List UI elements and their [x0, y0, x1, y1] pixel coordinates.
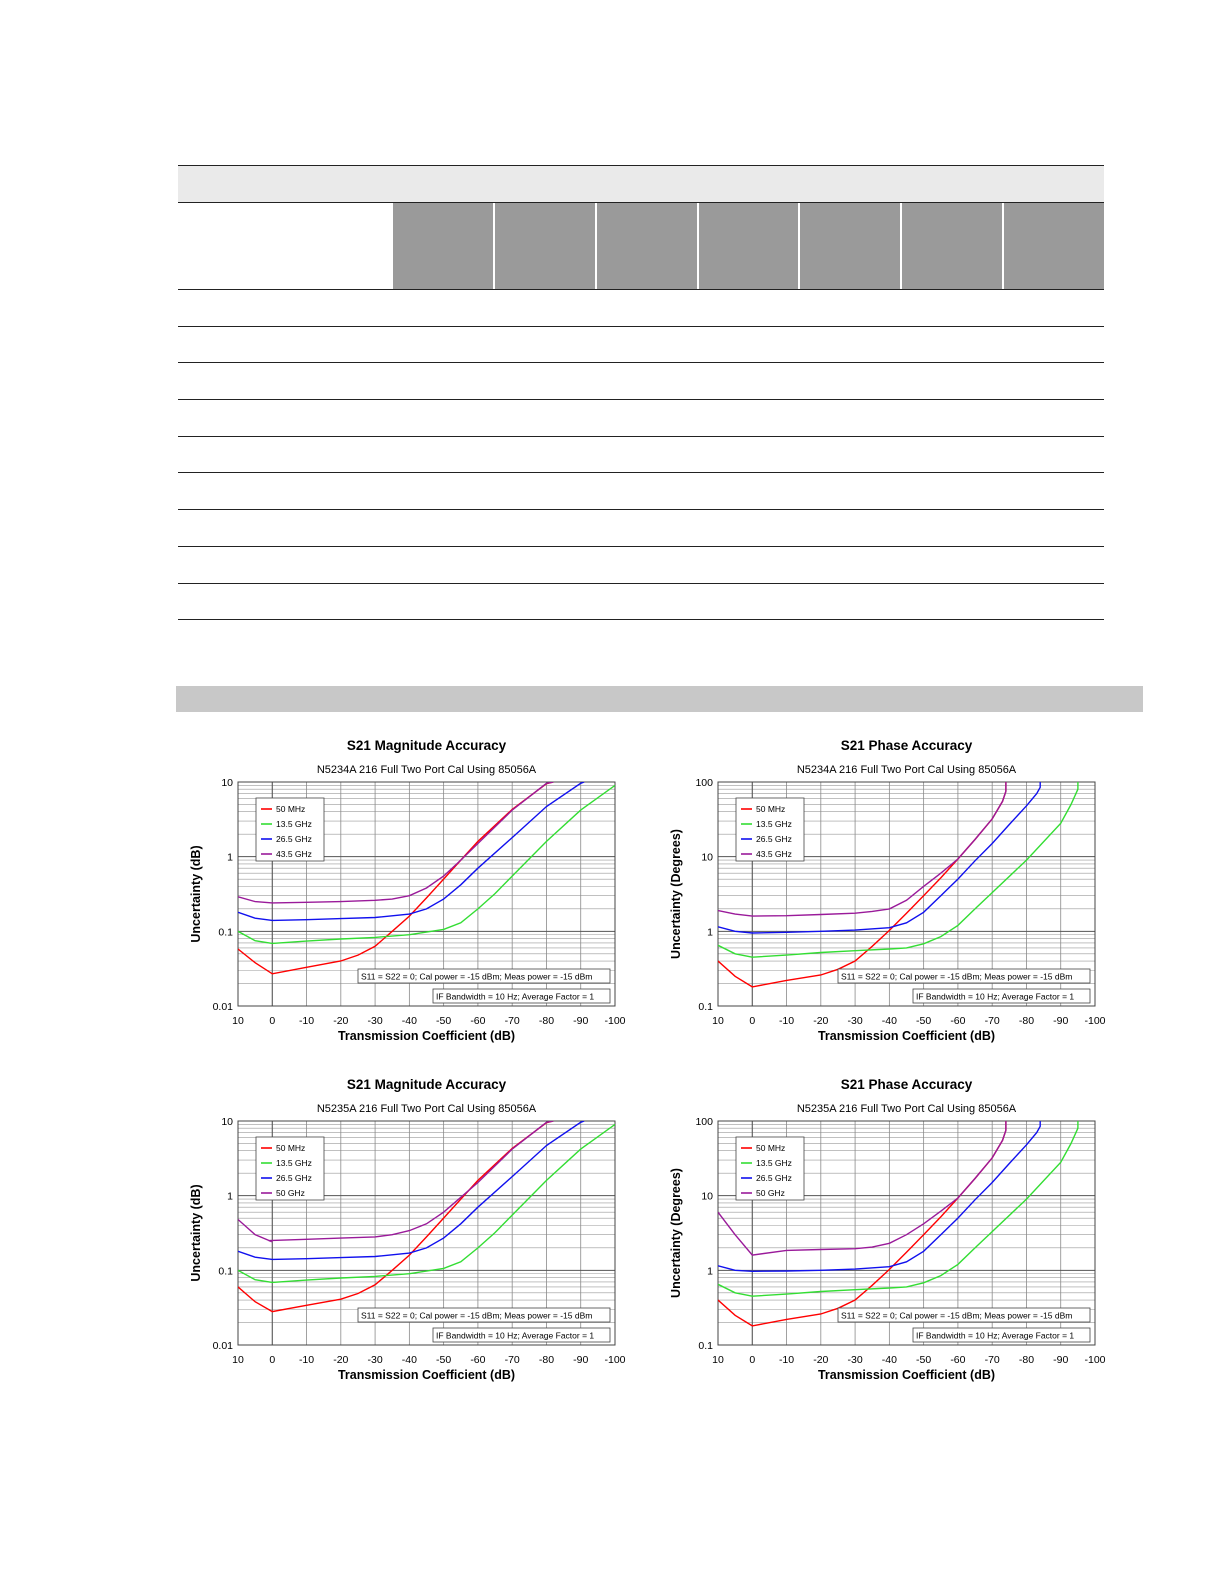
legend-label: 43.5 GHz: [756, 849, 792, 859]
legend-label: 50 MHz: [756, 1143, 786, 1153]
table-row: [178, 437, 1104, 474]
y-axis-label: Uncertainty (dB): [189, 1184, 203, 1282]
chart-n5235a-phase: [660, 1069, 1120, 1389]
note-text: S11 = S22 = 0; Cal power = -15 dBm; Meas power = -15 dBm: [841, 1310, 1073, 1321]
y-tick-label: 10: [701, 1190, 713, 1203]
table-row: [178, 327, 1104, 364]
chart-svg: [660, 730, 1120, 1050]
table-column-header: [798, 203, 900, 289]
note-text: IF Bandwidth = 10 Hz; Average Factor = 1: [916, 991, 1075, 1002]
x-tick-label: -20: [813, 1354, 829, 1366]
legend-label: 43.5 GHz: [276, 849, 312, 859]
x-tick-label: -20: [813, 1015, 829, 1027]
x-tick-label: -70: [984, 1015, 1000, 1027]
x-tick-label: -10: [778, 1354, 795, 1366]
x-tick-label: 10: [232, 1354, 244, 1366]
x-tick-label: -10: [298, 1354, 315, 1366]
x-tick-label: -100: [1084, 1015, 1106, 1027]
chart-title: S21 Magnitude Accuracy: [346, 1077, 507, 1092]
x-tick-label: -90: [1053, 1015, 1069, 1027]
table-column-header: [697, 203, 799, 289]
x-tick-label: -10: [298, 1015, 315, 1027]
table-header-band: [178, 165, 1104, 202]
x-tick-label: -10: [778, 1015, 795, 1027]
table-row: [178, 510, 1104, 547]
x-tick-label: -90: [1053, 1354, 1069, 1366]
legend-label: 26.5 GHz: [756, 834, 792, 844]
legend-label: 50 GHz: [276, 1188, 305, 1198]
x-tick-label: -50: [916, 1015, 932, 1027]
x-tick-label: -80: [1018, 1015, 1035, 1027]
chart-subtitle: N5235A 216 Full Two Port Cal Using 85056A: [796, 1103, 1017, 1115]
x-tick-label: -30: [367, 1354, 383, 1366]
table-column-header: [1002, 203, 1104, 289]
x-tick-label: -50: [916, 1354, 932, 1366]
legend-label: 26.5 GHz: [756, 1173, 792, 1183]
table-column-header: [391, 203, 493, 289]
note-text: S11 = S22 = 0; Cal power = -15 dBm; Meas power = -15 dBm: [361, 971, 593, 982]
legend-label: 50 MHz: [276, 1143, 306, 1153]
table-row: [178, 547, 1104, 584]
x-axis-label: Transmission Coefficient (dB): [337, 1368, 516, 1382]
y-tick-label: 0.01: [212, 1001, 233, 1013]
table-column-header-row: [178, 202, 1104, 290]
table-column-header: [595, 203, 697, 289]
x-tick-label: 10: [232, 1015, 244, 1027]
note-text: S11 = S22 = 0; Cal power = -15 dBm; Meas power = -15 dBm: [841, 971, 1073, 982]
y-tick-label: 0.1: [218, 926, 233, 939]
legend-label: 26.5 GHz: [276, 834, 312, 844]
x-tick-label: -50: [436, 1015, 452, 1027]
x-tick-label: 0: [749, 1015, 756, 1027]
x-tick-label: -80: [1018, 1354, 1035, 1366]
legend-label: 13.5 GHz: [756, 1158, 792, 1168]
x-tick-label: -40: [881, 1015, 897, 1027]
x-tick-label: -60: [470, 1015, 486, 1027]
legend-label: 13.5 GHz: [276, 819, 312, 829]
spec-table: [178, 165, 1104, 620]
table-column-header: [900, 203, 1002, 289]
legend-label: 50 MHz: [756, 804, 786, 814]
x-tick-label: -80: [538, 1015, 555, 1027]
x-tick-label: -30: [847, 1354, 863, 1366]
chart-n5235a-magnitude: [180, 1069, 640, 1389]
x-tick-label: -70: [504, 1015, 520, 1027]
chart-title: S21 Phase Accuracy: [840, 738, 973, 753]
x-tick-label: -70: [504, 1354, 520, 1366]
y-tick-label: 10: [221, 1116, 233, 1128]
legend-label: 50 GHz: [756, 1188, 785, 1198]
x-axis-label: Transmission Coefficient (dB): [817, 1368, 996, 1382]
y-tick-label: 0.1: [698, 1340, 713, 1352]
y-tick-label: 100: [695, 1116, 713, 1128]
note-text: IF Bandwidth = 10 Hz; Average Factor = 1: [916, 1330, 1075, 1341]
x-tick-label: -40: [401, 1354, 417, 1366]
table-row: [178, 473, 1104, 510]
legend-label: 13.5 GHz: [276, 1158, 312, 1168]
chart-svg: [180, 1069, 640, 1389]
section-header-bar: [176, 686, 1143, 712]
y-axis-label: Uncertainty (dB): [189, 845, 203, 943]
y-tick-label: 1: [227, 1190, 233, 1203]
note-text: IF Bandwidth = 10 Hz; Average Factor = 1: [436, 1330, 595, 1341]
y-tick-label: 0.1: [218, 1265, 233, 1278]
x-axis-label: Transmission Coefficient (dB): [817, 1029, 996, 1043]
chart-subtitle: N5234A 216 Full Two Port Cal Using 85056A: [796, 764, 1017, 776]
table-row: [178, 400, 1104, 437]
x-tick-label: -20: [333, 1354, 349, 1366]
chart-svg: [660, 1069, 1120, 1389]
x-tick-label: 10: [712, 1015, 724, 1027]
x-tick-label: -100: [604, 1354, 626, 1366]
x-tick-label: -20: [333, 1015, 349, 1027]
x-tick-label: -60: [470, 1354, 486, 1366]
y-tick-label: 100: [695, 777, 713, 789]
table-column-header: [493, 203, 595, 289]
chart-subtitle: N5235A 216 Full Two Port Cal Using 85056A: [316, 1103, 537, 1115]
x-tick-label: -50: [436, 1354, 452, 1366]
table-row: [178, 584, 1104, 621]
x-tick-label: -40: [401, 1015, 417, 1027]
table-row: [178, 290, 1104, 327]
chart-title: S21 Magnitude Accuracy: [346, 738, 507, 753]
y-tick-label: 1: [707, 926, 713, 939]
x-tick-label: -90: [573, 1015, 589, 1027]
y-axis-label: Uncertainty (Degrees): [669, 1168, 683, 1298]
legend-label: 50 MHz: [276, 804, 306, 814]
chart-title: S21 Phase Accuracy: [840, 1077, 973, 1092]
chart-subtitle: N5234A 216 Full Two Port Cal Using 85056A: [316, 764, 537, 776]
x-tick-label: -30: [847, 1015, 863, 1027]
x-tick-label: -100: [604, 1015, 626, 1027]
y-tick-label: 10: [221, 777, 233, 789]
x-tick-label: -60: [950, 1015, 966, 1027]
y-tick-label: 1: [707, 1265, 713, 1278]
x-tick-label: -30: [367, 1015, 383, 1027]
x-tick-label: -80: [538, 1354, 555, 1366]
y-tick-label: 0.01: [212, 1340, 233, 1352]
x-axis-label: Transmission Coefficient (dB): [337, 1029, 516, 1043]
y-tick-label: 1: [227, 851, 233, 864]
x-tick-label: 0: [269, 1354, 276, 1366]
note-text: S11 = S22 = 0; Cal power = -15 dBm; Meas power = -15 dBm: [361, 1310, 593, 1321]
x-tick-label: -100: [1084, 1354, 1106, 1366]
x-tick-label: 10: [712, 1354, 724, 1366]
y-axis-label: Uncertainty (Degrees): [669, 829, 683, 959]
chart-n5234a-magnitude: [180, 730, 640, 1050]
legend-label: 13.5 GHz: [756, 819, 792, 829]
x-tick-label: -40: [881, 1354, 897, 1366]
x-tick-label: 0: [749, 1354, 756, 1366]
legend-label: 26.5 GHz: [276, 1173, 312, 1183]
x-tick-label: -70: [984, 1354, 1000, 1366]
x-tick-label: -60: [950, 1354, 966, 1366]
note-text: IF Bandwidth = 10 Hz; Average Factor = 1: [436, 991, 595, 1002]
y-tick-label: 10: [701, 851, 713, 864]
chart-svg: [180, 730, 640, 1050]
table-row-label-column: [178, 203, 391, 289]
table-row: [178, 363, 1104, 400]
x-tick-label: 0: [269, 1015, 276, 1027]
y-tick-label: 0.1: [698, 1001, 713, 1013]
chart-n5234a-phase: [660, 730, 1120, 1050]
x-tick-label: -90: [573, 1354, 589, 1366]
